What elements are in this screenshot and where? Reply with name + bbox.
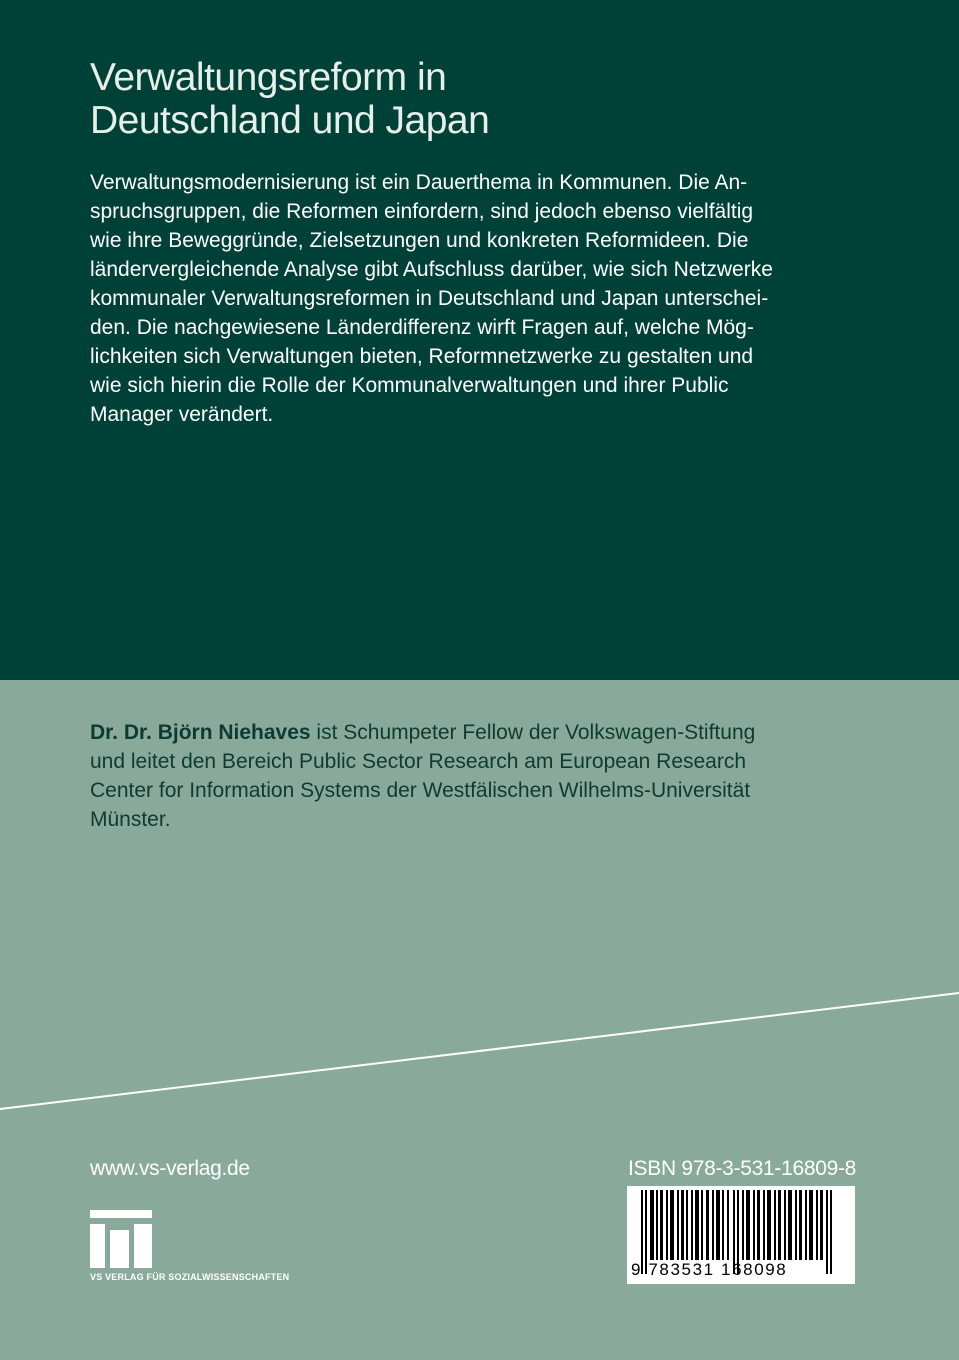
isbn-barcode	[627, 1186, 855, 1284]
author-name: Dr. Dr. Björn Niehaves	[90, 721, 311, 744]
description-line: lichkeiten sich Verwaltungen bieten, Reformnetzwerke zu gestalten und	[90, 345, 754, 368]
book-description	[90, 168, 850, 429]
bio-line: Center for Information Systems der Westfälischen Wilhelms-Universität	[90, 779, 751, 802]
description-line: kommunaler Verwaltungsreformen in Deutschland und Japan unterschei-	[90, 287, 769, 310]
description-line: wie ihre Beweggründe, Zielsetzungen und konkreten Reformideen. Die	[90, 229, 749, 252]
diagonal-divider-line	[0, 980, 959, 1120]
author-bio	[90, 718, 880, 834]
bio-line	[90, 718, 880, 747]
isbn-label: ISBN 978-3-531-16809-8	[628, 1157, 857, 1180]
publisher-name: VS VERLAG FÜR SOZIALWISSENSCHAFTEN	[90, 1272, 290, 1282]
title-line: Verwaltungsreform in	[90, 56, 447, 99]
book-title	[90, 56, 489, 142]
description-line: spruchsgruppen, die Reformen einfordern, sind jedoch ebenso vielfältig	[90, 200, 754, 223]
barcode-digits: 9 783531 168098	[631, 1260, 788, 1279]
title-line: Deutschland und Japan	[90, 99, 490, 142]
description-line: Verwaltungsmodernisierung ist ein Dauerthema in Kommunen. Die An-	[90, 171, 748, 194]
bio-line-rest: ist Schumpeter Fellow der Volkswagen-Stiftung	[310, 721, 756, 744]
bio-line: Münster.	[90, 808, 171, 831]
description-line: den. Die nachgewiesene Länderdifferenz wirft Fragen auf, welche Mög-	[90, 316, 754, 339]
description-line: Manager verändert.	[90, 403, 274, 426]
publisher-logo-icon	[90, 1210, 152, 1268]
publisher-website[interactable]: www.vs-verlag.de	[90, 1157, 250, 1180]
description-line: wie sich hierin die Rolle der Kommunalverwaltungen und ihrer Public	[90, 374, 729, 397]
description-line: ländervergleichende Analyse gibt Aufschluss darüber, wie sich Netzwerke	[90, 258, 773, 281]
bio-line: und leitet den Bereich Public Sector Research am European Research	[90, 750, 747, 773]
